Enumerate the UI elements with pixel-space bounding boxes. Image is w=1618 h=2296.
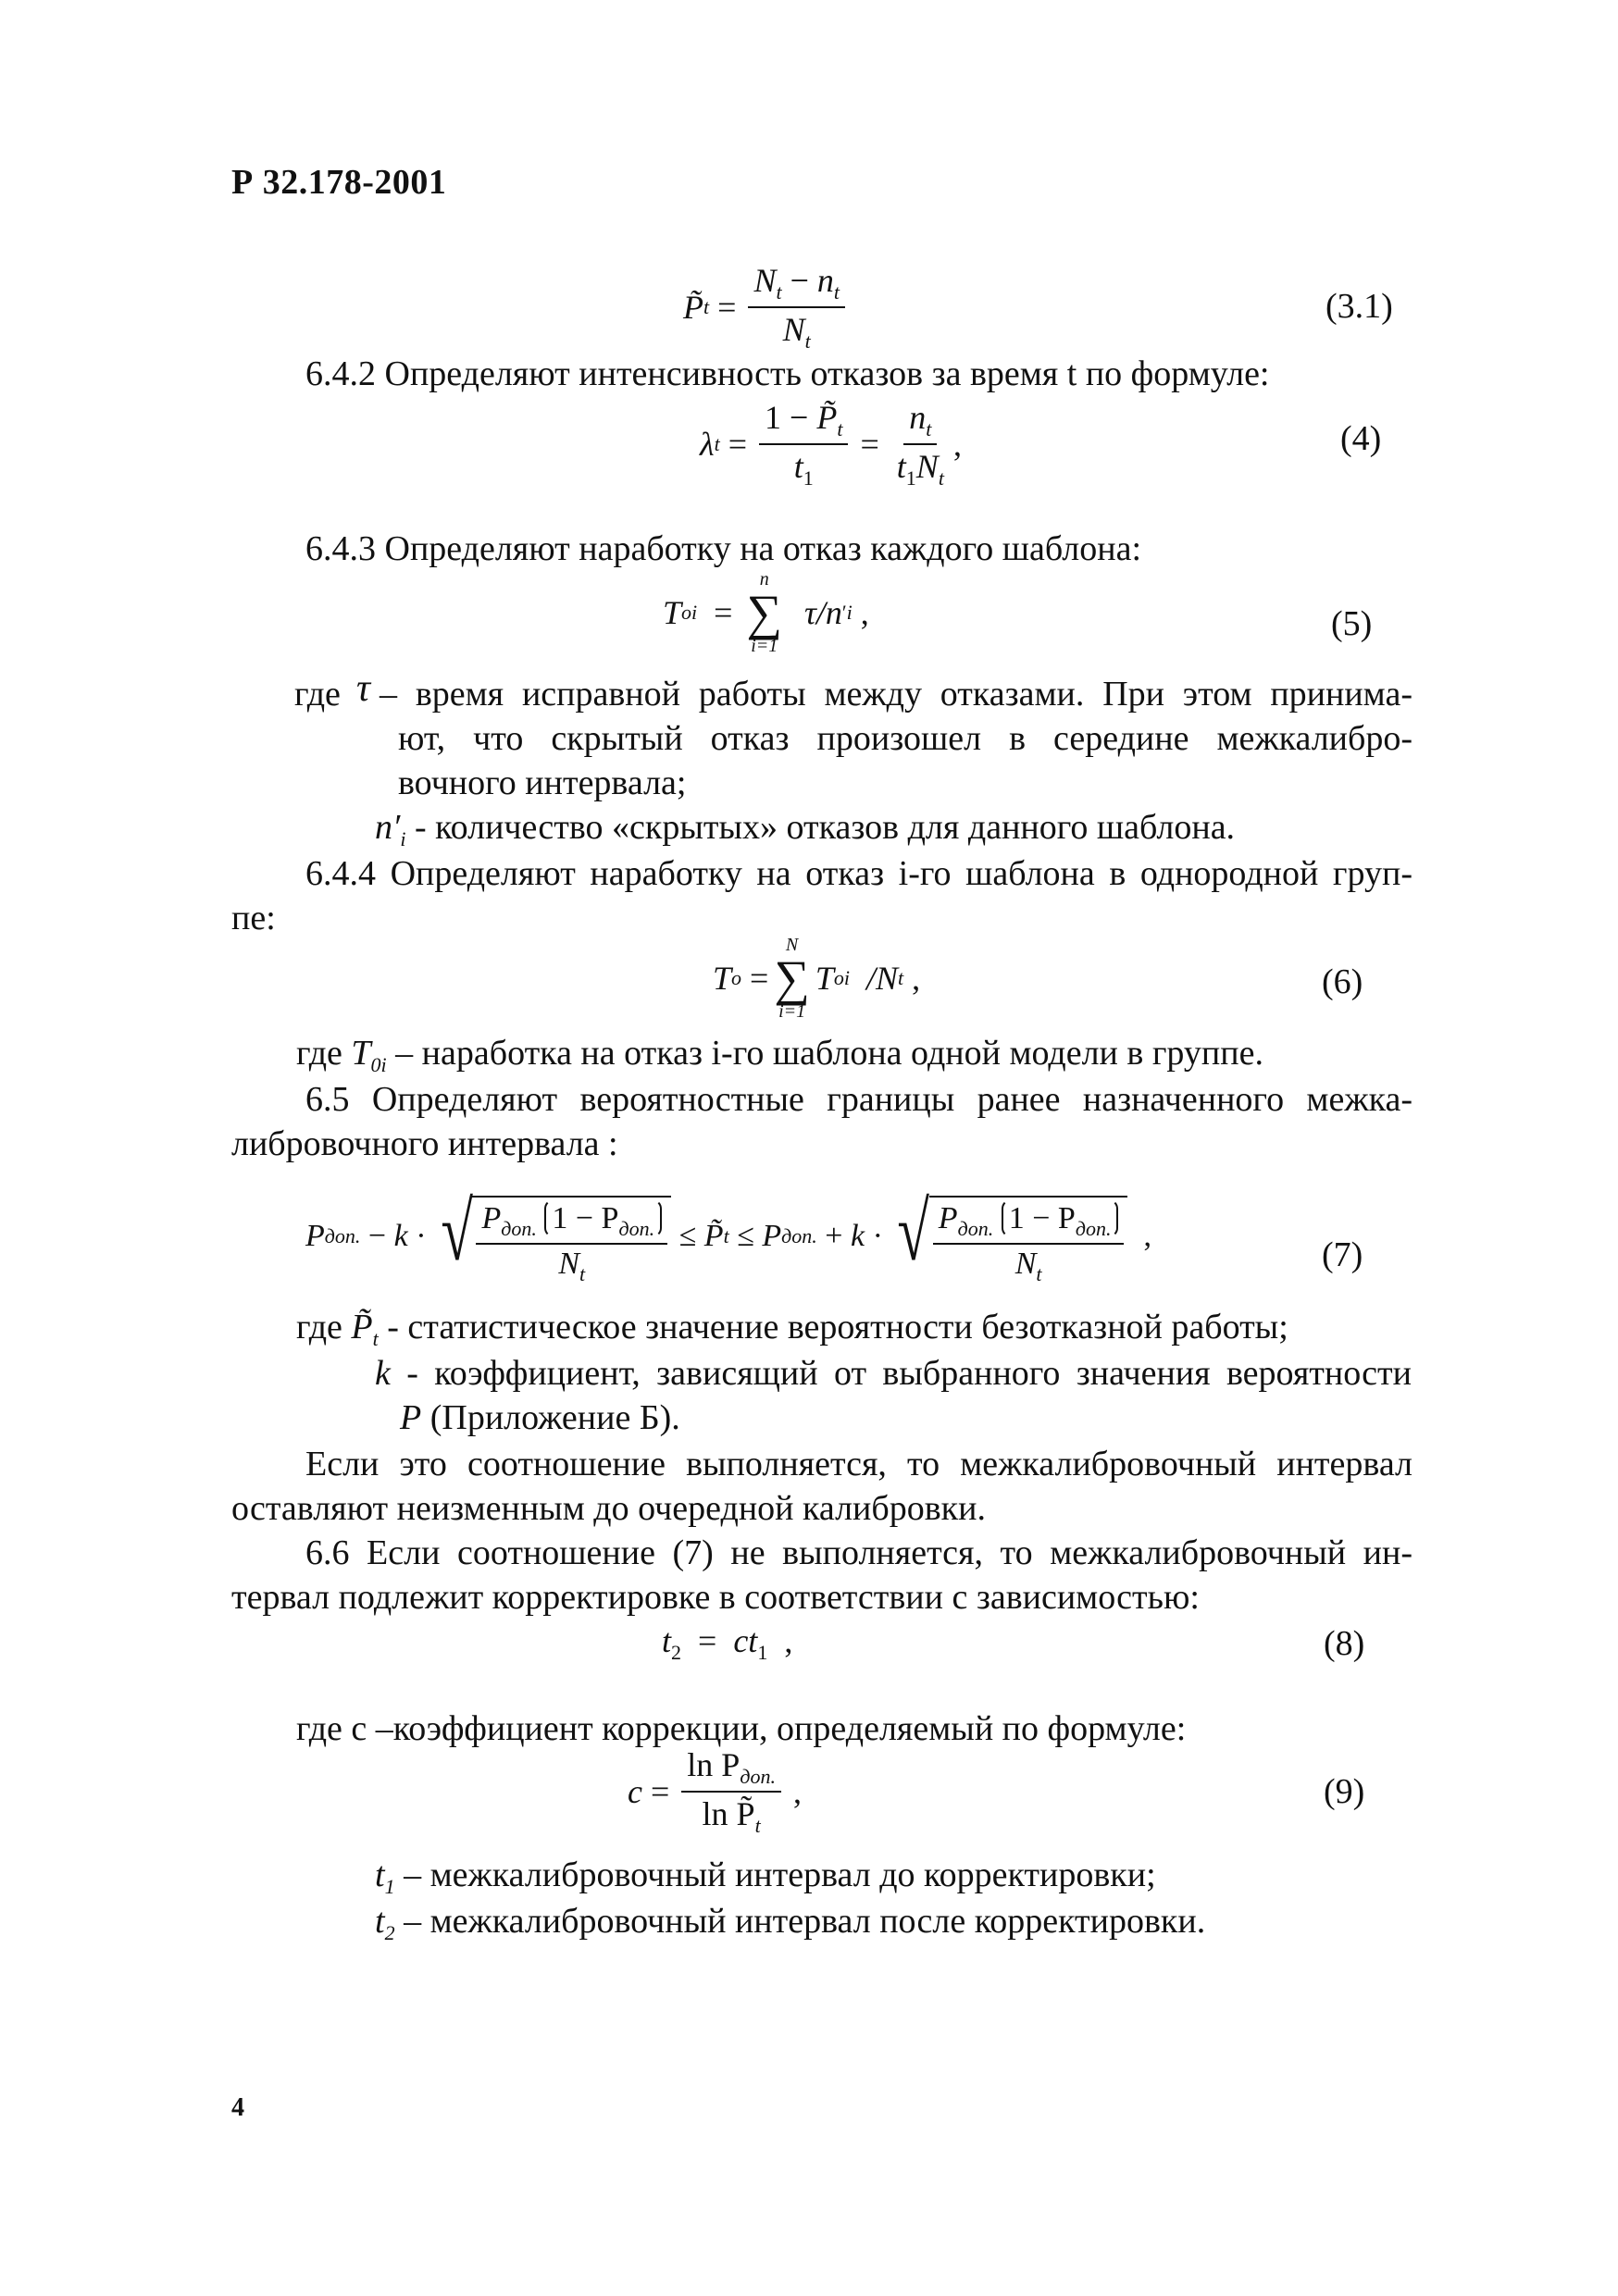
paragraph-6-4-3: 6.4.3 Определяют наработку на отказ каждого шаблона: xyxy=(305,529,1142,568)
k-definition-line-2: P (Приложение Б). xyxy=(400,1398,680,1437)
paragraph-6-4-2: 6.4.2 Определяют интенсивность отказов за время t по формуле: xyxy=(305,354,1270,393)
formula-7: P доп. − k · √ $\frac{P_{доп.} 1 - P_{доп.}}{N_t}$ ≤ P̃ t ≤ P доп. + k · √ $\frac{P_{доп.} 1 - P_{доп.}}{N_t}$ , xyxy=(305,1186,1151,1285)
tau-desc-line-2: ют, что скрытый отказ произошел в середине межкалибро- xyxy=(398,719,1413,758)
formula-number-9: (9) xyxy=(1324,1772,1365,1811)
formula-3-1: P̃ t = $\frac{N_t - n_t}{N_t}$ xyxy=(683,261,849,354)
formula-4: λ t = $\frac{1 - P̃_t}{t_1}$ = $\frac{n_t}{t_1N_t}$ , xyxy=(700,399,962,490)
formula-6: T o = N ∑ i=1 T oi /N t , xyxy=(713,935,921,1022)
t1-definition: $t_1$ – межкалибровочный интервал до корректировки; xyxy=(375,1855,1156,1898)
where-tau-lead: где xyxy=(294,675,341,714)
formula-8: $t_2 = ct_1$ , xyxy=(662,1622,793,1664)
ni-definition: $n'_i$ - количество «скрытых» отказов для данного шаблона. xyxy=(375,808,1236,850)
paragraph-6-5-line-2: либровочного интервала : xyxy=(231,1124,618,1163)
t2-definition: $t_2$ – межкалибровочный интервал после корректировки. xyxy=(375,1902,1206,1944)
paragraph-6-5-line-1: 6.5 Определяют вероятностные границы ранее назначенного межка- xyxy=(305,1080,1413,1119)
page-number: 4 xyxy=(231,2093,244,2122)
tau-desc-line-3: вочного интервала; xyxy=(398,763,687,802)
formula-number-3-1: (3.1) xyxy=(1326,287,1393,326)
pt-definition: где $P̃_t$ - статистическое значение вероятности безотказной работы; xyxy=(296,1308,1288,1350)
formula-number-7: (7) xyxy=(1322,1235,1363,1274)
formula-number-4: (4) xyxy=(1340,419,1382,458)
formula-number-5: (5) xyxy=(1331,604,1373,643)
t0i-definition: где $T_{0i}$ – наработка на отказ i-го шаблона одной модели в группе. xyxy=(296,1034,1263,1076)
formula-number-6: (6) xyxy=(1322,962,1363,1001)
formula-5: T oi = n ∑ i=1 τ/n ′ i , xyxy=(663,569,869,656)
formula-9: c = $\frac{\ln P_{доп.}}{\ln P̃_t}$ , xyxy=(628,1746,802,1837)
if-relation-line-1: Если это соотношение выполняется, то межкалибровочный интервал xyxy=(305,1445,1413,1483)
k-definition-line-1: k - коэффициент, зависящий от выбранного значения вероятности xyxy=(375,1354,1412,1393)
formula-number-8: (8) xyxy=(1324,1624,1365,1663)
paragraph-6-6-line-1: 6.6 Если соотношение (7) не выполняется, то межкалибровочный ин- xyxy=(305,1533,1413,1572)
where-c: где с –коэффициент коррекции, определяемый по формуле: xyxy=(296,1709,1187,1748)
document-header: Р 32.178-2001 xyxy=(231,163,447,202)
if-relation-line-2: оставляют неизменным до очередной калибровки. xyxy=(231,1489,986,1528)
paragraph-6-6-line-2: тервал подлежит корректировке в соответствии с зависимостью: xyxy=(231,1578,1200,1617)
tau-desc-line-1: – время исправной работы между отказами. При этом принима- xyxy=(380,675,1413,714)
paragraph-6-4-4-line-1: 6.4.4 Определяют наработку на отказ i-го шаблона в однородной груп- xyxy=(305,854,1413,893)
paragraph-6-4-4-line-2: пе: xyxy=(231,899,276,937)
tau-symbol: τ xyxy=(356,667,371,710)
